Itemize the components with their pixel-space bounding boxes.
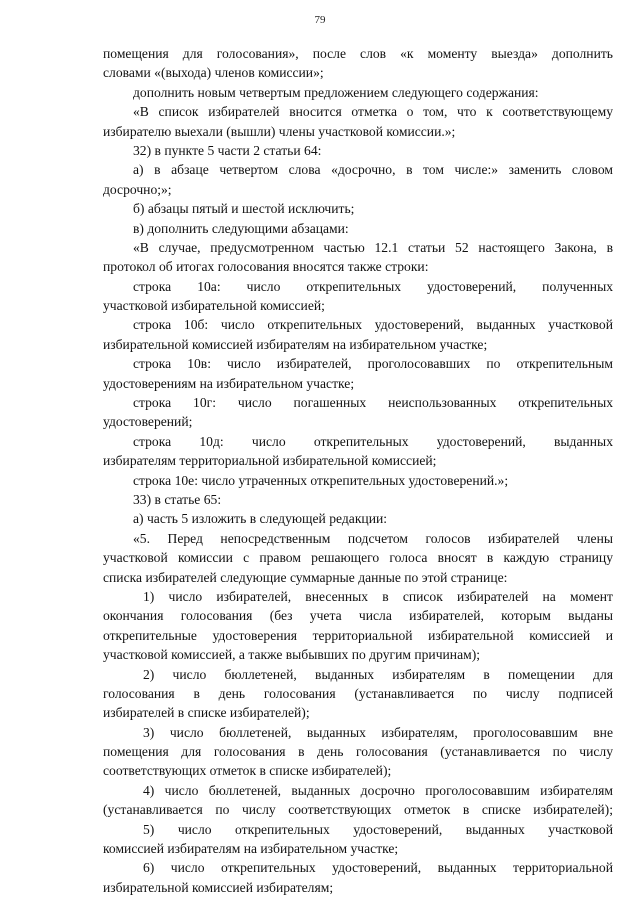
text-line: голосования в день голосования (устанавливается по числу подписей [103, 685, 613, 701]
text-line: комиссией избирателям на избирательном участке; [103, 841, 399, 857]
text-line: а) в абзаце четвертом слова «досрочно, в том числе:» заменить словом [133, 162, 613, 178]
text-line: словами «(выхода) членов комиссии»; [103, 65, 324, 81]
text-line: строка 10в: число избирателей, проголосовавших по открепительным [133, 356, 613, 372]
text-line: соответствующих отметок в списке избирателей); [103, 763, 392, 779]
text-line: открепительные удостоверения территориальной избирательной комиссией и [103, 627, 613, 643]
text-line: окончания голосования (без учета числа избирателей, которым выданы [103, 608, 613, 624]
text-line: (устанавливается по числу соответствующих отметок в списке избирателей); [103, 802, 613, 818]
text-line: избирательной комиссией избирателям; [103, 879, 334, 895]
text-line: 1) число избирателей, внесенных в список избирателей на момент [143, 588, 613, 604]
text-line: 33) в статье 65: [133, 491, 222, 507]
text-line: избирателю выехали (вышли) члены участковой комиссии.»; [103, 123, 456, 139]
text-line: а) часть 5 изложить в следующей редакции: [133, 511, 388, 527]
text-line: досрочно;»; [103, 181, 172, 197]
document-body [103, 44, 613, 897]
text-line: протокол об итогах голосования вносятся также строки: [103, 259, 429, 275]
text-line: 6) число открепительных удостоверений, выданных территориальной [143, 860, 613, 876]
text-line: 3) число бюллетеней, выданных избирателям, проголосовавшим вне [143, 724, 613, 740]
text-line: удостоверениям на избирательном участке; [103, 375, 355, 391]
text-line: 32) в пункте 5 части 2 статьи 64: [133, 142, 322, 158]
text-line: 2) число бюллетеней, выданных избирателям в помещении для [143, 666, 613, 682]
text-line: «В случае, предусмотренном частью 12.1 статьи 52 настоящего Закона, в [133, 239, 613, 255]
text-line: участковой избирательной комиссией; [103, 298, 325, 314]
text-line: удостоверений; [103, 414, 193, 430]
text-line: строка 10д: число открепительных удостоверений, выданных [133, 433, 613, 449]
text-line: строка 10а: число открепительных удостоверений, полученных [133, 278, 613, 294]
text-line: строка 10е: число утраченных открепительных удостоверений.»; [133, 472, 509, 488]
text-line: дополнить новым четвертым предложением следующего содержания: [133, 84, 539, 100]
text-line: 5) число открепительных удостоверений, выданных участковой [143, 821, 613, 837]
text-line: помещения для голосования в день голосования (устанавливается по числу [103, 744, 613, 760]
text-line: избирателям территориальной избирательной комиссией; [103, 453, 437, 469]
text-line: «5. Перед непосредственным подсчетом голосов избирателей члены [133, 530, 613, 546]
text-line: участковой комиссией, а также выбывших по другим причинам); [103, 647, 481, 663]
text-line: участковой комиссии с правом решающего голоса вносят в каждую страницу [103, 550, 613, 566]
text-line: б) абзацы пятый и шестой исключить; [133, 201, 355, 217]
text-line: «В список избирателей вносится отметка о том, что к соответствующему [133, 104, 613, 120]
text-line: избирательной комиссией избирателям на избирательном участке; [103, 336, 488, 352]
page-number: 79 [314, 14, 326, 26]
text-line: в) дополнить следующими абзацами: [133, 220, 349, 236]
text-line: списка избирателей следующие суммарные данные по этой странице: [103, 569, 508, 585]
text-line: помещения для голосования», после слов «к моменту выезда» дополнить [103, 46, 613, 61]
text-line: строка 10г: число погашенных неиспользованных открепительных [133, 395, 613, 411]
text-line: строка 10б: число открепительных удостоверений, выданных участковой [133, 317, 613, 333]
text-line: 4) число бюллетеней, выданных досрочно проголосовавшим избирателям [143, 782, 613, 798]
text-line: избирателей в списке избирателей); [103, 705, 310, 721]
